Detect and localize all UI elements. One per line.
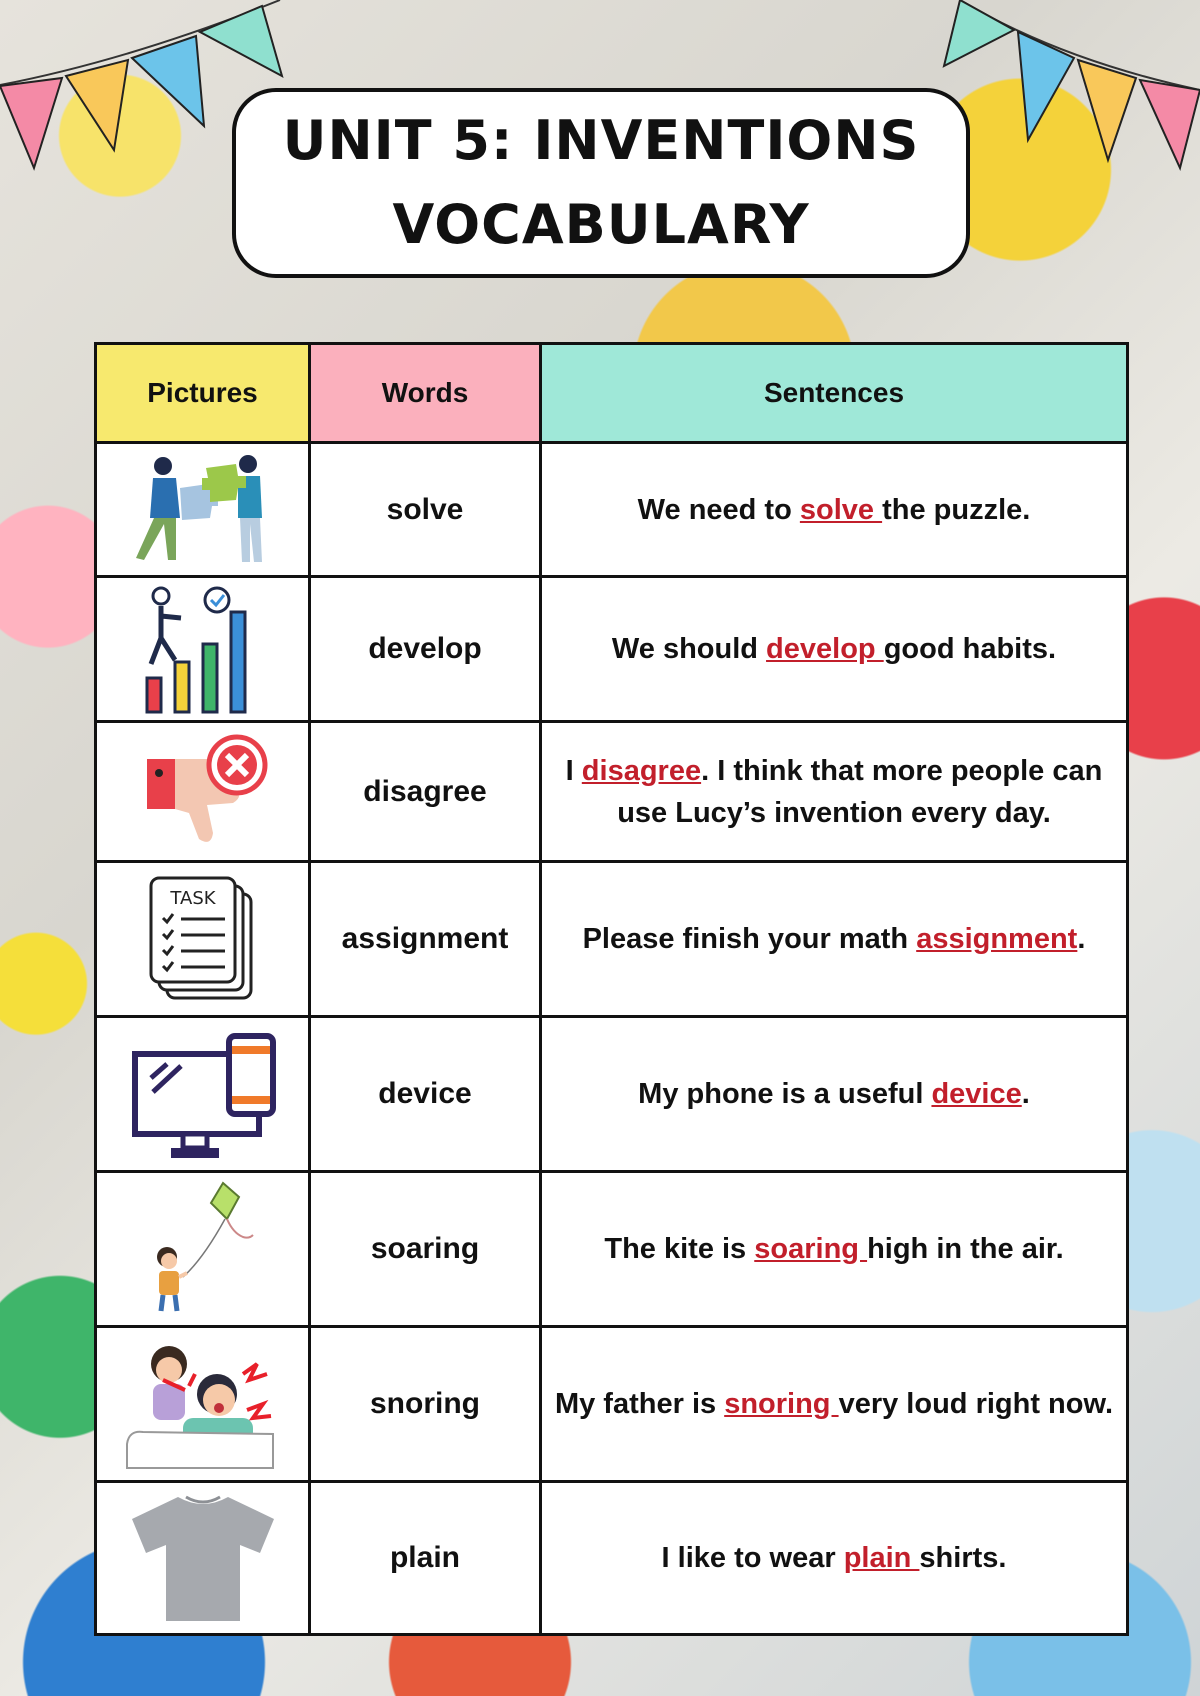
picture-cell — [96, 443, 310, 577]
highlighted-word: solve — [799, 493, 883, 526]
highlighted-word: soaring — [754, 1233, 868, 1265]
sentence-text: very loud right now. — [838, 1388, 1114, 1420]
page-title-line-2: VOCABULARY — [392, 193, 810, 256]
header-words: Words — [310, 344, 541, 443]
highlighted-word: assignment — [916, 923, 1078, 955]
task-list-icon — [143, 874, 263, 1004]
picture-cell — [96, 1172, 310, 1327]
computer-phone-icon — [123, 1024, 283, 1164]
picture-cell — [96, 862, 310, 1017]
puzzle-people-icon — [118, 448, 288, 572]
picture-cell — [96, 1482, 310, 1635]
word-cell: plain — [310, 1482, 541, 1635]
picture-cell — [96, 1327, 310, 1482]
word-cell: disagree — [310, 722, 541, 862]
sentence-text: The kite is — [604, 1233, 755, 1265]
snoring-man-icon — [123, 1334, 283, 1474]
kite-boy-icon — [143, 1179, 263, 1319]
sentence-cell — [541, 443, 1128, 577]
highlighted-word: disagree — [581, 754, 702, 787]
sentence-text: . I think that more people can use Lucy’s invention every day. — [617, 754, 1103, 829]
sentence-cell — [541, 862, 1128, 1017]
picture-cell — [96, 722, 310, 862]
highlighted-word: device — [931, 1078, 1022, 1110]
header-sentences: Sentences — [541, 344, 1128, 443]
title-banner — [232, 88, 970, 278]
table-row — [96, 443, 1128, 577]
picture-cell — [96, 1017, 310, 1172]
sentence-text: We need to — [637, 493, 800, 526]
highlighted-word: snoring — [724, 1388, 839, 1420]
table-row — [96, 1482, 1128, 1635]
t-shirt-icon — [128, 1493, 278, 1623]
picture-cell — [96, 577, 310, 722]
sentence-text: We should — [611, 633, 767, 665]
word-cell: assignment — [310, 862, 541, 1017]
word-cell: solve — [310, 443, 541, 577]
table-row — [96, 1017, 1128, 1172]
table-row — [96, 722, 1128, 862]
sentence-text: . — [1077, 923, 1086, 955]
vocabulary-table — [94, 342, 1129, 1636]
sentence-text: the puzzle. — [882, 493, 1031, 526]
table-header-row — [96, 344, 1128, 443]
sentence-text: good habits. — [883, 633, 1057, 665]
sentence-cell — [541, 722, 1128, 862]
word-cell: develop — [310, 577, 541, 722]
header-pictures: Pictures — [96, 344, 310, 443]
sentence-text: I — [565, 754, 582, 787]
growth-chart-icon — [133, 582, 273, 717]
sentence-text: I like to wear — [661, 1542, 844, 1574]
sentence-cell — [541, 577, 1128, 722]
table-row — [96, 1327, 1128, 1482]
thumbs-down-icon — [133, 729, 273, 854]
svg-text:TASK: TASK — [169, 888, 216, 909]
page-title-line-1: UNIT 5: INVENTIONS — [282, 109, 920, 172]
sentence-text: shirts. — [919, 1542, 1007, 1574]
sentence-text: Please finish your math — [582, 923, 917, 955]
sentence-text: high in the air. — [867, 1233, 1064, 1265]
sentence-cell — [541, 1172, 1128, 1327]
sentence-cell — [541, 1327, 1128, 1482]
sentence-text: My father is — [554, 1388, 725, 1420]
word-cell: device — [310, 1017, 541, 1172]
table-row — [96, 577, 1128, 722]
sentence-text: My phone is a useful — [638, 1078, 932, 1110]
table-row — [96, 862, 1128, 1017]
table-row — [96, 1172, 1128, 1327]
highlighted-word: plain — [843, 1542, 920, 1574]
sentence-text: . — [1021, 1078, 1030, 1110]
highlighted-word: develop — [766, 633, 884, 665]
word-cell: soaring — [310, 1172, 541, 1327]
sentence-cell — [541, 1482, 1128, 1635]
word-cell: snoring — [310, 1327, 541, 1482]
bunting-right-decoration — [940, 0, 1200, 180]
sentence-cell — [541, 1017, 1128, 1172]
